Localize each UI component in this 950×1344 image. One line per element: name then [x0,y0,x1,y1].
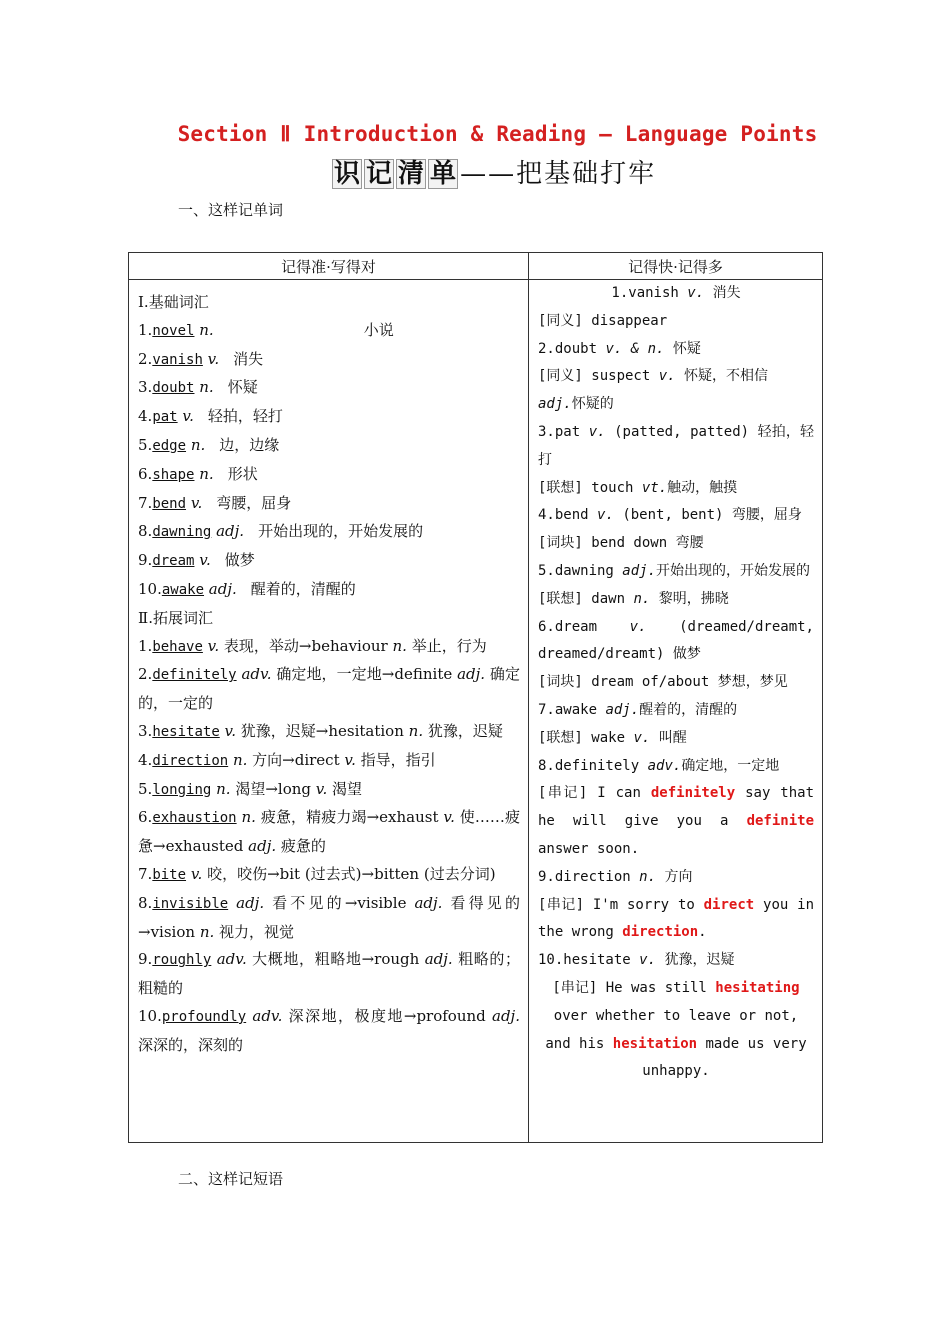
heading-words: 一、这样记单词 [178,201,284,219]
ext-vocab-title: Ⅱ.拓展词汇 [138,608,213,627]
vocab-item: 9.roughly adv. 大概地，粗略地→rough adj. 粗略的；粗糙的 [138,950,520,998]
vocab-item: 10.awake adj. 醒着的，清醒的 [138,579,356,598]
right-entry: 5.dawning adj.开始出现的，开始发展的 [538,562,811,579]
right-entry: 9.direction n. 方向 [538,868,693,885]
right-entry: [联想] touch vt.触动，触摸 [538,479,738,496]
vocab-item: 7.bend v. 弯腰，屈身 [138,493,292,512]
right-entry: 1.vanish v. 消失 [611,285,741,301]
subtitle-char: 单 [430,159,457,189]
vocab-item: 8.dawning adj. 开始出现的，开始发展的 [138,522,424,541]
right-entry: [串记] I can definitely say that he will give you a definite answer soon. [538,785,815,857]
right-column [529,280,823,1143]
vocab-item: 4.pat v. 轻拍，轻打 [138,407,283,426]
right-entry: 3.pat v. (patted, patted) 轻拍，轻打 [538,423,814,468]
subtitle-char: 清 [398,159,425,189]
heading-phrases: 二、这样记短语 [178,1170,284,1188]
right-entry: [联想] dawn n. 黎明，拂晓 [538,590,729,607]
subtitle-char: 记 [366,159,393,189]
right-entry: 8.definitely adv.确定地，一定地 [538,757,780,774]
vocab-item: 5.longing n. 渴望→long v. 渴望 [138,779,363,798]
right-entry: 2.doubt v. & n. 怀疑 [538,340,701,357]
basic-vocab-title: Ⅰ.基础词汇 [138,293,209,311]
vocab-item: 1.behave v. 表现，举动→behaviour n. 举止，行为 [138,636,487,655]
right-entry: [词块] bend down 弯腰 [538,535,704,552]
vocab-item: 3.doubt n. 怀疑 [138,378,258,397]
vocab-item: 4.direction n. 方向→direct v. 指导，指引 [138,750,436,769]
right-entry: [联想] wake v. 叫醒 [538,729,687,746]
right-entry: 10.hesitate v. 犹豫，迟疑 [538,952,735,969]
vocab-item: 2.definitely adv. 确定地，一定地→definite adj. 确定的，一定的 [138,665,520,713]
vocab-item: 2.vanish v. 消失 [138,349,264,368]
vocab-item: 3.hesitate v. 犹豫，迟疑→hesitation n. 犹豫，迟疑 [138,721,503,740]
subtitle-text: ——把基础打牢 [460,159,657,189]
section-subtitle [332,158,656,190]
vocab-item: 6.exhaustion n. 疲惫，精疲力竭→exhaust v. 使……疲惫→exhausted adj. 疲惫的 [138,808,520,856]
col-header-right: 记得快·记得多 [529,253,823,280]
vocab-item: 1.novel n. 小说 [138,320,394,339]
vocab-table [128,252,823,1143]
right-entry: 7.awake adj.醒着的，清醒的 [538,701,738,718]
right-entry: [串记] He was still hesitating over whether to leave or not, and his hesitation made us very unhappy. [545,979,807,1080]
right-entry: 6.dream v. (dreamed/dreamt, dreamed/dreamt) 做梦 [538,618,814,663]
col-header-left: 记得准·写得对 [129,253,529,280]
right-entry: [同义] suspect v. 怀疑，不相信 adj.怀疑的 [538,368,769,413]
vocab-item: 8.invisible adj. 看不见的→visible adj. 看得见的→vision n. 视力，视觉 [138,893,520,941]
right-entry: [词块] dream of/about 梦想，梦见 [538,674,788,691]
vocab-item: 9.dream v. 做梦 [138,551,255,570]
vocab-item: 6.shape n. 形状 [138,464,258,483]
subtitle-char: 识 [334,159,361,189]
left-column [129,280,529,1143]
vocab-item: 10.profoundly adv. 深深地，极度地→profound adj. 深深的，深刻的 [138,1006,520,1054]
page-title: Section Ⅱ Introduction & Reading — Language Points [177,122,818,146]
right-entry: 4.bend v. (bent, bent) 弯腰，屈身 [538,507,802,524]
ext-vocab-list [138,633,520,1060]
right-entry: [串记] I'm sorry to direct you in the wrong direction. [538,896,814,941]
right-entry: [同义] disappear [538,312,668,329]
basic-vocab-list [138,317,520,605]
vocab-item: 7.bite v. 咬，咬伤→bit (过去式)→bitten (过去分词) [138,864,496,883]
vocab-item: 5.edge n. 边，边缘 [138,435,280,454]
